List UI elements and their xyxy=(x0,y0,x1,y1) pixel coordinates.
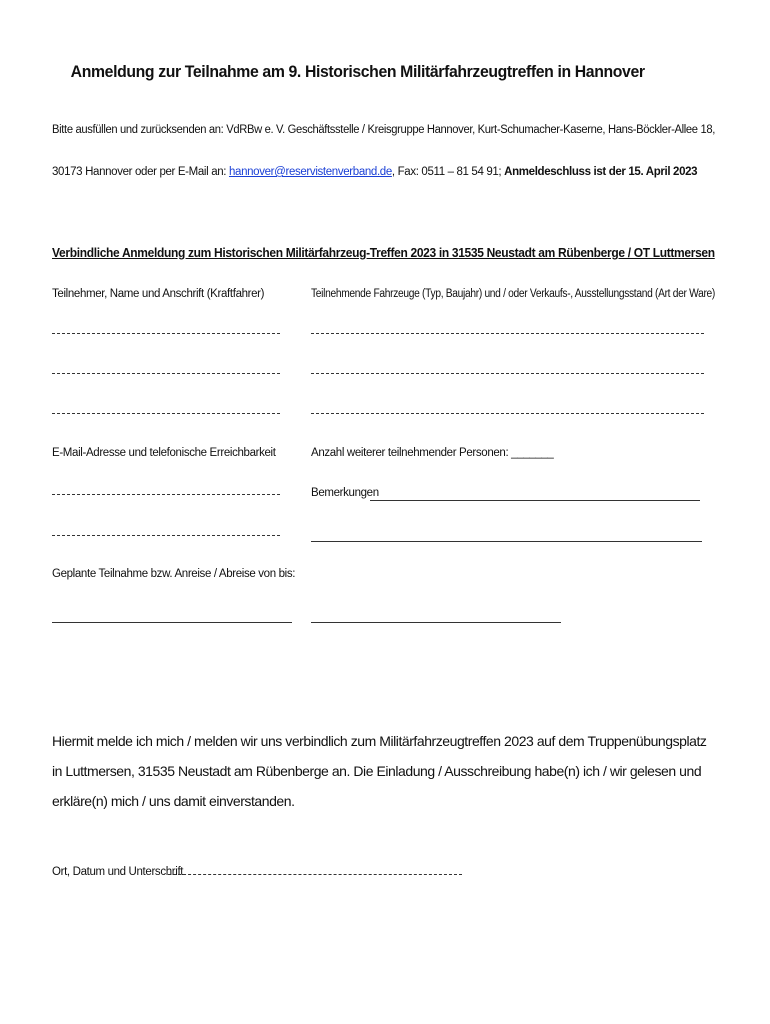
remarks-label: Bemerkungen xyxy=(311,487,379,499)
vehicles-line-1[interactable] xyxy=(311,333,704,334)
signature-label: Ort, Datum und Unterschrift xyxy=(52,866,184,878)
vehicles-line-2[interactable] xyxy=(311,373,704,374)
participant-label: Teilnehmer, Name und Anschrift (Kraftfahrer) xyxy=(52,288,265,300)
signature-line[interactable] xyxy=(168,874,462,875)
section-heading: Verbindliche Anmeldung zum Historischen Militärfahrzeug-Treffen 2023 in 31535 Neustadt am Rübenberge / OT Luttmersen xyxy=(52,246,715,260)
dates-label: Geplante Teilnahme bzw. Anreise / Abreise von bis: xyxy=(52,568,296,580)
declaration-statement: Hiermit melde ich mich / melden wir uns verbindlich zum Militärfahrzeugtreffen 2023 auf dem Truppenübungsplatz in Luttmersen, 31535 Neustadt am Rübenberge an. Die Einladung / Ausschreibung habe(n) ich / wir gelesen und erkläre(n) mich / uns damit einverstanden. xyxy=(52,733,707,809)
additional-persons-label: Anzahl weiterer teilnehmender Personen: _______ xyxy=(311,447,554,459)
contact-line-2[interactable] xyxy=(52,535,280,536)
contact-line-1[interactable] xyxy=(52,494,280,495)
vehicles-line-3[interactable] xyxy=(311,413,704,414)
participant-line-3[interactable] xyxy=(52,413,280,414)
intro-line-1: Bitte ausfüllen und zurücksenden an: VdRBw e. V. Geschäftsstelle / Kreisgruppe Hannover, Kurt-Schumacher-Kaserne, Hans-Böckler-Allee 18, xyxy=(52,124,716,136)
remarks-line-1[interactable] xyxy=(370,500,700,501)
participant-line-1[interactable] xyxy=(52,333,280,334)
arrival-date-line[interactable] xyxy=(52,622,292,623)
participant-line-2[interactable] xyxy=(52,373,280,374)
contact-label: E-Mail-Adresse und telefonische Erreichbarkeit xyxy=(52,447,276,459)
intro-address-line xyxy=(52,124,715,136)
deadline-text: Anmeldeschluss ist der 15. April 2023 xyxy=(504,166,698,178)
intro-line-2-prefix: 30173 Hannover oder per E-Mail an: xyxy=(52,166,229,178)
remarks-line-2[interactable] xyxy=(311,541,702,542)
email-link[interactable]: hannover@reservistenverband.de xyxy=(228,166,392,178)
intro-fax: , Fax: 0511 – 81 54 91; xyxy=(391,166,505,178)
page-title: Anmeldung zur Teilnahme am 9. Historischen Militärfahrzeugtreffen in Hannover xyxy=(70,62,645,81)
departure-date-line[interactable] xyxy=(311,622,561,623)
intro-contact-line xyxy=(52,166,697,178)
vehicles-label: Teilnehmende Fahrzeuge (Typ, Baujahr) und / oder Verkaufs-, Ausstellungsstand (Art der Ware) xyxy=(311,288,716,300)
